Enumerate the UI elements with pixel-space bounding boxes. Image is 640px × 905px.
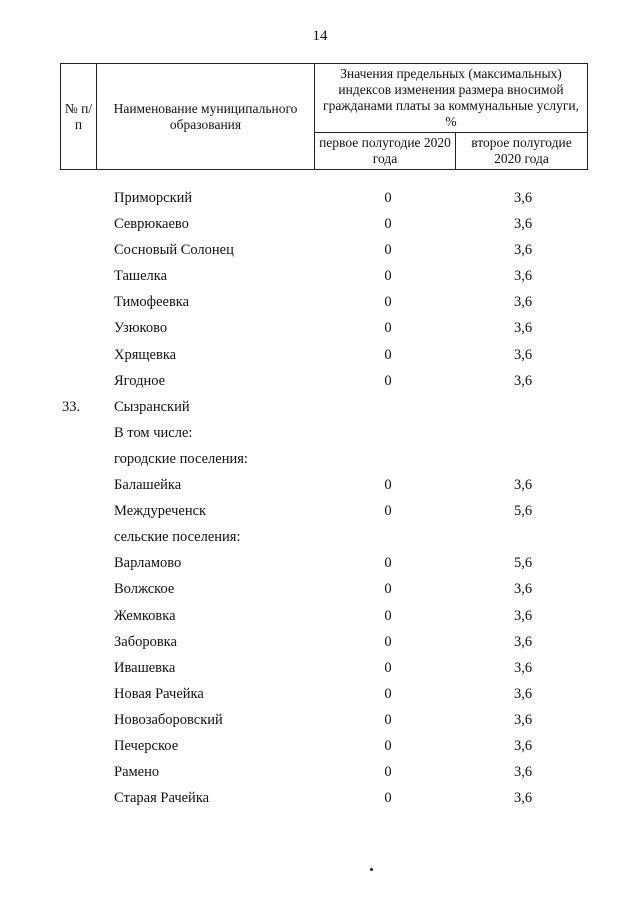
row-name: Старая Рачейка	[114, 790, 210, 807]
table-row	[0, 315, 640, 341]
row-name: В том числе:	[114, 424, 193, 441]
table-row	[0, 446, 640, 472]
row-first-half-value: 0	[384, 216, 392, 233]
row-first-half-value: 0	[384, 477, 392, 494]
table-row	[0, 603, 640, 629]
table-row	[0, 368, 640, 394]
header-name: Наименование муниципального образования	[113, 100, 298, 132]
row-number: 33.	[62, 398, 81, 415]
row-first-half-value: 0	[384, 268, 392, 285]
row-first-half-value: 0	[384, 320, 392, 337]
row-name: Новая Рачейка	[114, 685, 204, 702]
header-second-half-cell	[456, 133, 588, 170]
row-second-half-value: 3,6	[513, 659, 533, 676]
row-second-half-value: 3,6	[513, 581, 533, 598]
row-first-half-value: 0	[384, 633, 392, 650]
row-second-half-value: 3,6	[513, 372, 533, 389]
header-first-half: первое полугодие 2020 года	[319, 135, 451, 166]
row-second-half-value: 3,6	[513, 685, 533, 702]
row-name: Сосновый Солонец	[114, 242, 234, 259]
row-first-half-value: 0	[384, 790, 392, 807]
row-name: Тимофеевка	[114, 294, 190, 311]
row-first-half-value: 0	[384, 555, 392, 572]
table-row	[0, 733, 640, 759]
row-first-half-value: 0	[384, 242, 392, 259]
row-name: Приморский	[114, 190, 193, 206]
row-name: Узюково	[114, 320, 168, 337]
table-row	[0, 524, 640, 550]
table-body	[0, 185, 640, 811]
table-row	[0, 472, 640, 498]
table-row	[0, 785, 640, 811]
table-row	[0, 420, 640, 446]
row-second-half-value: 3,6	[513, 320, 533, 337]
row-first-half-value: 0	[384, 190, 392, 206]
row-second-half-value: 3,6	[513, 790, 533, 807]
table-row	[0, 394, 640, 420]
row-second-half-value: 3,6	[513, 216, 533, 233]
row-name: Ивашевка	[114, 659, 176, 676]
row-second-half-value: 3,6	[513, 268, 533, 285]
header-num: № п/п	[64, 100, 93, 132]
header-second-half: второе полугодие 2020 года	[471, 135, 572, 166]
table-row	[0, 681, 640, 707]
table-row	[0, 759, 640, 785]
row-first-half-value: 0	[384, 737, 392, 754]
row-name: Жемковка	[114, 607, 176, 624]
row-second-half-value: 3,6	[513, 294, 533, 311]
row-second-half-value: 5,6	[513, 503, 533, 520]
header-name-cell	[97, 64, 315, 170]
table-row	[0, 185, 640, 211]
row-name: Печерское	[114, 737, 179, 754]
row-name: Сызранский	[114, 398, 190, 415]
row-name: Севрюкаево	[114, 216, 189, 233]
row-second-half-value: 3,6	[513, 607, 533, 624]
row-first-half-value: 0	[384, 711, 392, 728]
table-row	[0, 211, 640, 237]
table-row	[0, 498, 640, 524]
header-group-cell	[315, 64, 588, 133]
row-second-half-value: 3,6	[513, 346, 533, 363]
header-first-half-cell	[315, 133, 456, 170]
row-name: Новозаборовский	[114, 711, 223, 728]
table-row	[0, 655, 640, 681]
header-num-cell	[61, 64, 97, 170]
row-second-half-value: 3,6	[513, 764, 533, 781]
row-second-half-value: 3,6	[513, 633, 533, 650]
row-second-half-value: 3,6	[513, 242, 533, 259]
row-first-half-value: 0	[384, 372, 392, 389]
table-header	[60, 63, 588, 170]
row-second-half-value: 3,6	[513, 477, 533, 494]
row-first-half-value: 0	[384, 659, 392, 676]
row-second-half-value: 3,6	[513, 711, 533, 728]
table-row	[0, 629, 640, 655]
row-first-half-value: 0	[384, 346, 392, 363]
row-name: сельские поселения:	[114, 529, 241, 546]
table-row	[0, 707, 640, 733]
row-name: Ташелка	[114, 268, 168, 285]
row-name: городские поселения:	[114, 450, 248, 467]
row-second-half-value: 5,6	[513, 555, 533, 572]
header-group: Значения предельных (максимальных) индексов изменения размера вносимой гражданами платы за коммунальные услуги, %	[323, 66, 579, 129]
row-name: Варламово	[114, 555, 182, 572]
footer-dot-mark	[370, 868, 373, 871]
table-row	[0, 342, 640, 368]
table-row	[0, 237, 640, 263]
row-first-half-value: 0	[384, 581, 392, 598]
row-name: Хрящевка	[114, 346, 177, 363]
row-first-half-value: 0	[384, 294, 392, 311]
row-name: Рамено	[114, 764, 160, 781]
row-name: Междуреченск	[114, 503, 207, 520]
table-row	[0, 576, 640, 602]
table-row	[0, 289, 640, 315]
row-first-half-value: 0	[384, 503, 392, 520]
row-name: Ягодное	[114, 372, 166, 389]
page-number: 14	[312, 28, 328, 44]
table-row	[0, 263, 640, 289]
row-first-half-value: 0	[384, 607, 392, 624]
row-second-half-value: 3,6	[513, 737, 533, 754]
row-first-half-value: 0	[384, 685, 392, 702]
row-name: Балашейка	[114, 477, 182, 494]
row-name: Заборовка	[114, 633, 177, 650]
row-second-half-value: 3,6	[513, 190, 533, 206]
row-first-half-value: 0	[384, 764, 392, 781]
row-name: Волжское	[114, 581, 175, 598]
table-row	[0, 550, 640, 576]
